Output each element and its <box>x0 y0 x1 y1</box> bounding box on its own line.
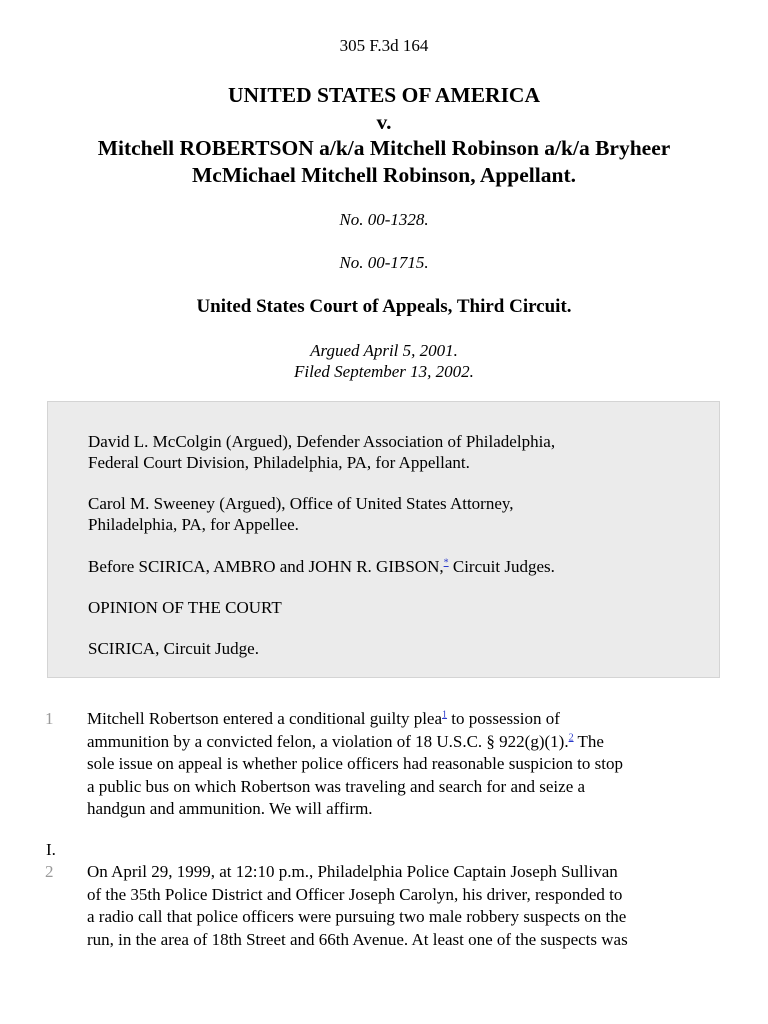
paragraph-number: 1 <box>45 709 54 728</box>
footnote-link-star[interactable]: * <box>443 557 449 569</box>
docket-number-1: No. 00-1328. <box>339 210 429 229</box>
panel-judges: Before SCIRICA, AMBRO and JOHN R. GIBSON,* Circuit Judges. <box>88 557 555 576</box>
opinion-heading: OPINION OF THE COURT <box>88 598 282 617</box>
appellee-counsel: Carol M. Sweeney (Argued), Office of United States Attorney, Philadelphia, PA, for Appellee. <box>88 494 514 534</box>
paragraph-text: On April 29, 1999, at 12:10 p.m., Philadelphia Police Captain Joseph Sullivan of the 35th Police District and Officer Joseph Carolyn, his driver, responded to a radio call that police officers were pursuing two male robbery suspects on the run, in the area of 18th Street and 66th Avenue. At least one of the suspects was <box>87 862 628 949</box>
appellant-counsel: David L. McColgin (Argued), Defender Association of Philadelphia, Federal Court Division, Philadelphia, PA, for Appellant. <box>88 432 556 472</box>
case-title <box>0 82 768 188</box>
paragraph-number: 2 <box>45 862 54 881</box>
footnote-link-2[interactable]: 2 <box>568 731 574 743</box>
case-citation: 305 F.3d 164 <box>339 36 429 55</box>
case-dates <box>0 340 768 382</box>
filed-date: Filed September 13, 2002. <box>294 362 474 381</box>
opinion-author: SCIRICA, Circuit Judge. <box>88 639 259 658</box>
title-defendant-line1: Mitchell ROBERTSON a/k/a Mitchell Robinson a/k/a Bryheer <box>97 136 671 160</box>
court-name: United States Court of Appeals, Third Circuit. <box>196 296 572 317</box>
paragraph-text: Mitchell Robertson entered a conditional guilty plea$^1$ to possession of ammunition by a convicted felon, a violation of 18 U.S.C. § 922(g)(1).$^2$ The sole issue on appeal is whether police officers had reasonable suspicion to stop a public bus on which Robertson was traveling and search for and seize a handgun and ammunition. We will affirm. <box>87 709 623 818</box>
title-versus: v. <box>376 109 392 134</box>
footnote-link-1[interactable]: 1 <box>442 709 448 721</box>
docket-number-2: No. 00-1715. <box>339 253 429 272</box>
counsel-panel <box>47 401 720 678</box>
title-plaintiff: UNITED STATES OF AMERICA <box>227 83 540 107</box>
title-defendant-line2: McMichael Mitchell Robinson, Appellant. <box>191 162 576 187</box>
argued-date: Argued April 5, 2001. <box>310 341 458 360</box>
section-heading: I. <box>46 840 56 859</box>
